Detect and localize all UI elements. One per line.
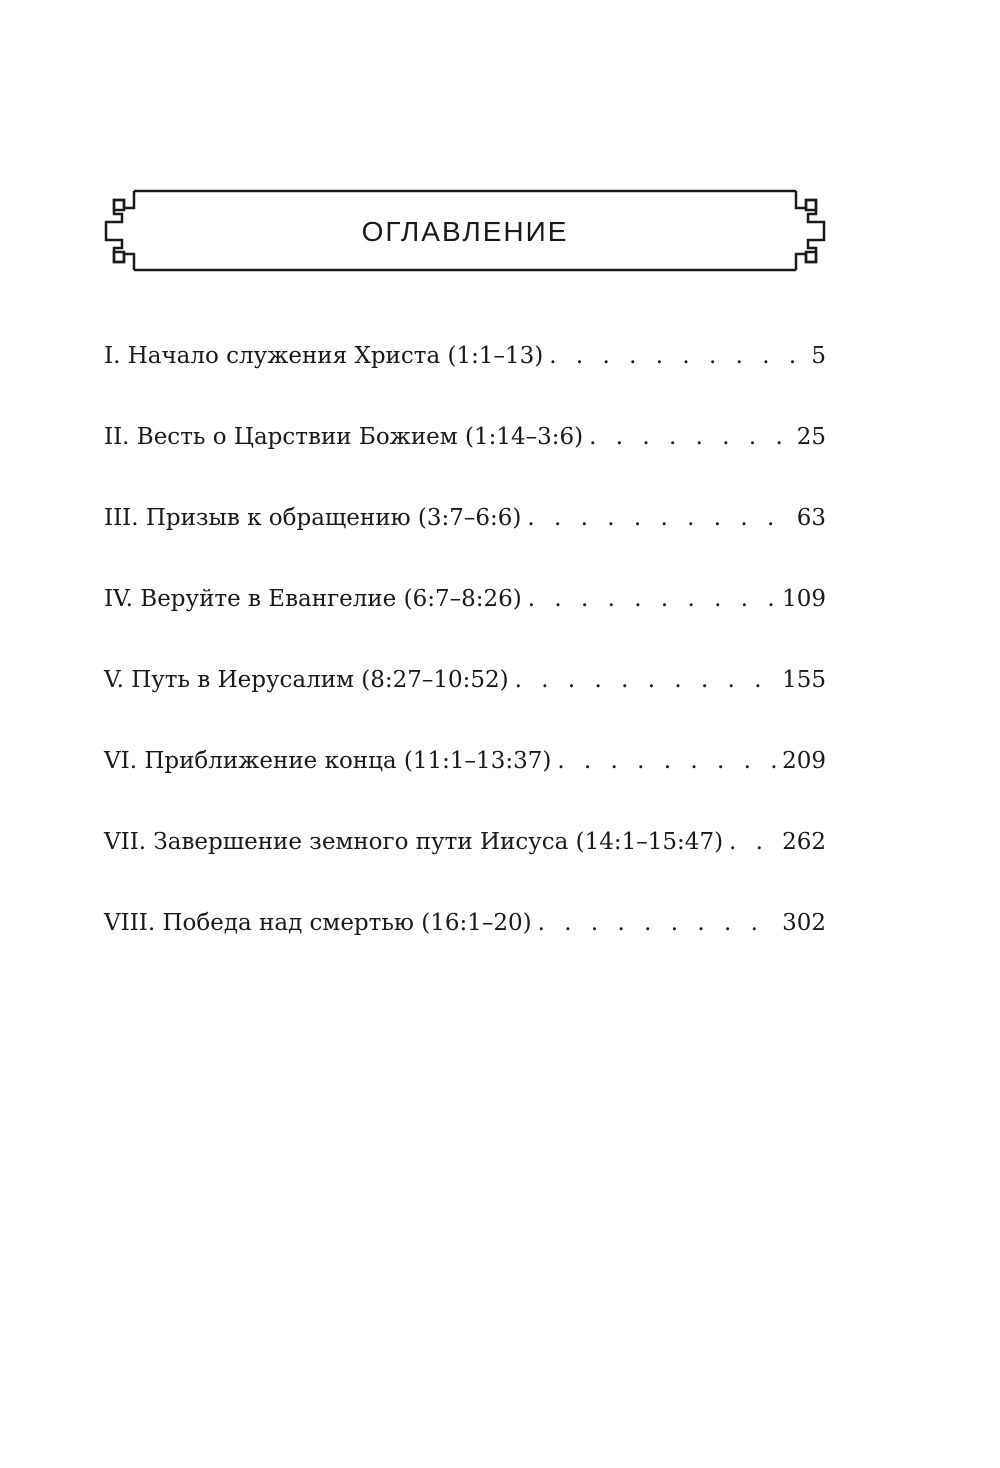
toc-entry-title: II. Весть о Царствии Божием (1:14–3:6) bbox=[104, 424, 584, 450]
toc-entry-title: III. Призыв к обращению (3:7–6:6) bbox=[104, 505, 522, 531]
toc-entry bbox=[104, 822, 826, 903]
toc-entry-page: 209 bbox=[782, 748, 826, 774]
toc-entry-title: VIII. Победа над смертью (16:1–20) bbox=[104, 910, 532, 936]
dot-leader bbox=[515, 660, 776, 700]
dot-leader bbox=[527, 498, 790, 538]
toc-entry-page: 25 bbox=[796, 424, 826, 450]
toc-entry-title: VI. Приближение конца (11:1–13:37) bbox=[104, 748, 552, 774]
toc-entry bbox=[104, 336, 826, 417]
toc-entry bbox=[104, 579, 826, 660]
title-frame bbox=[100, 186, 830, 276]
toc-entry-page: 109 bbox=[782, 586, 826, 612]
toc-entry bbox=[104, 660, 826, 741]
toc-entry-page: 302 bbox=[782, 910, 826, 936]
toc-entry-page: 155 bbox=[782, 667, 826, 693]
toc-entry bbox=[104, 498, 826, 579]
dot-leader bbox=[589, 417, 791, 457]
dot-leader bbox=[729, 822, 776, 862]
toc-entry-title: I. Начало служения Христа (1:1–13) bbox=[104, 343, 544, 369]
toc-entry bbox=[104, 741, 826, 822]
table-of-contents bbox=[104, 336, 826, 984]
toc-entry bbox=[104, 903, 826, 984]
toc-entry-page: 5 bbox=[811, 343, 826, 369]
page-title: ОГЛАВЛЕНИЕ bbox=[361, 216, 569, 247]
toc-entry-title: IV. Веруйте в Евангелие (6:7–8:26) bbox=[104, 586, 522, 612]
toc-entry bbox=[104, 417, 826, 498]
toc-entry-page: 63 bbox=[796, 505, 826, 531]
dot-leader bbox=[557, 741, 776, 781]
toc-entry-page: 262 bbox=[782, 829, 826, 855]
dot-leader bbox=[528, 579, 776, 619]
dot-leader bbox=[549, 336, 805, 376]
toc-entry-title: VII. Завершение земного пути Иисуса (14:1–15:47) bbox=[104, 829, 724, 855]
dot-leader bbox=[538, 903, 776, 943]
toc-entry-title: V. Путь в Иерусалим (8:27–10:52) bbox=[104, 667, 509, 693]
